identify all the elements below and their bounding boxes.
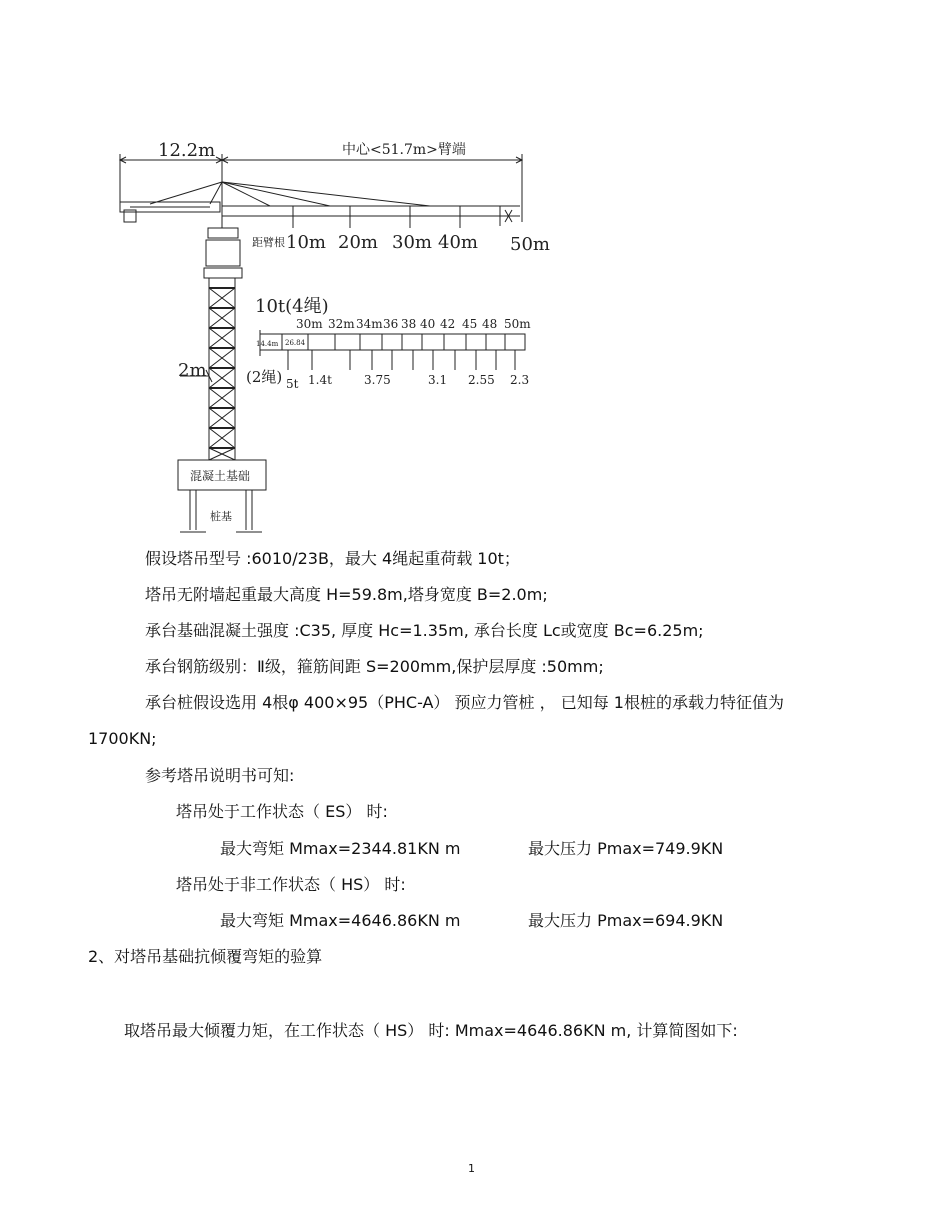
load-value: 3.1 — [428, 373, 448, 387]
tower-crane-diagram — [110, 130, 560, 540]
working-state-line: 塔吊处于工作状态（ ES） 时: — [176, 802, 388, 821]
working-pressure: 最大压力 Pmax=749.9KN — [528, 839, 724, 858]
crane-height-line: 塔吊无附墙起重最大高度 H=59.8m,塔身宽度 B=2.0m; — [145, 585, 548, 604]
distance-mark: 50m — [510, 234, 550, 255]
foundation-label: 混凝土基础 — [190, 469, 251, 483]
radius-mark: 38 — [401, 317, 417, 331]
calculation-intro-line: 取塔吊最大倾覆力矩，在工作状态（ HS） 时: Mmax=4646.86KN m, 计算简图如下: — [124, 1021, 738, 1040]
pile-capacity-line: 1700KN; — [88, 729, 157, 748]
crane-model-line: 假设塔吊型号 :6010/23B，最大 4绳起重荷载 10t； — [145, 549, 520, 568]
two-rope-label: (2绳) — [246, 368, 283, 386]
radius-mark: 45 — [462, 317, 478, 331]
rebar-grade-line: 承台钢筋级别：Ⅱ级，箍筋间距 S=200mm,保护层厚度 :50mm; — [145, 657, 604, 676]
working-moment: 最大弯矩 Mmax=2344.81KN m — [220, 839, 461, 858]
distance-label: 距臂根 — [252, 236, 285, 249]
manual-ref-line: 参考塔吊说明书可知: — [145, 766, 295, 785]
radius-mark: 34m — [356, 317, 383, 331]
concrete-strength-line: 承台基础混凝土强度 :C35, 厚度 Hc=1.35m, 承台长度 Lc或宽度 Bc=6.25m; — [145, 621, 704, 640]
load-value: 2.55 — [468, 373, 495, 387]
distance-mark: 30m — [392, 232, 432, 253]
nonworking-pressure: 最大压力 Pmax=694.9KN — [528, 911, 724, 930]
distance-mark: 10m — [286, 232, 326, 253]
radius-mark: 40 — [420, 317, 436, 331]
radius-mark: 50m — [504, 317, 531, 331]
radius-mark: 36 — [383, 317, 399, 331]
pile-label: 桩基 — [210, 510, 232, 523]
dim-right-label: 中心<51.7m>臂端 — [342, 142, 466, 158]
nonworking-state-line: 塔吊处于非工作状态（ HS） 时: — [176, 875, 406, 894]
load-value: 2.3 — [510, 373, 530, 387]
load-title: 10t(4绳) — [255, 296, 329, 317]
radius-mark: 30m — [296, 317, 323, 331]
distance-mark: 20m — [338, 232, 378, 253]
radius-mark: 48 — [482, 317, 498, 331]
load-value: 5t — [286, 377, 299, 391]
inner-mark: 26.84 — [285, 339, 306, 347]
load-value: 1.4t — [308, 373, 332, 387]
page-number: 1 — [468, 1162, 475, 1175]
pile-selection-line: 承台桩假设选用 4根φ 400×95（PHC-A） 预应力管桩 ， 已知每 1根桩的承载力特征值为 — [145, 693, 784, 712]
radius-mark: 42 — [440, 317, 456, 331]
nonworking-moment: 最大弯矩 Mmax=4646.86KN m — [220, 911, 461, 930]
section-heading: 2、对塔吊基础抗倾覆弯矩的验算 — [88, 947, 323, 966]
load-value: 3.75 — [364, 373, 391, 387]
inner-mark: 14.4m — [256, 340, 279, 348]
dim-left-label: 12.2m — [158, 140, 216, 161]
width-label: 2m — [178, 360, 207, 381]
radius-mark: 32m — [328, 317, 355, 331]
distance-mark: 40m — [438, 232, 478, 253]
